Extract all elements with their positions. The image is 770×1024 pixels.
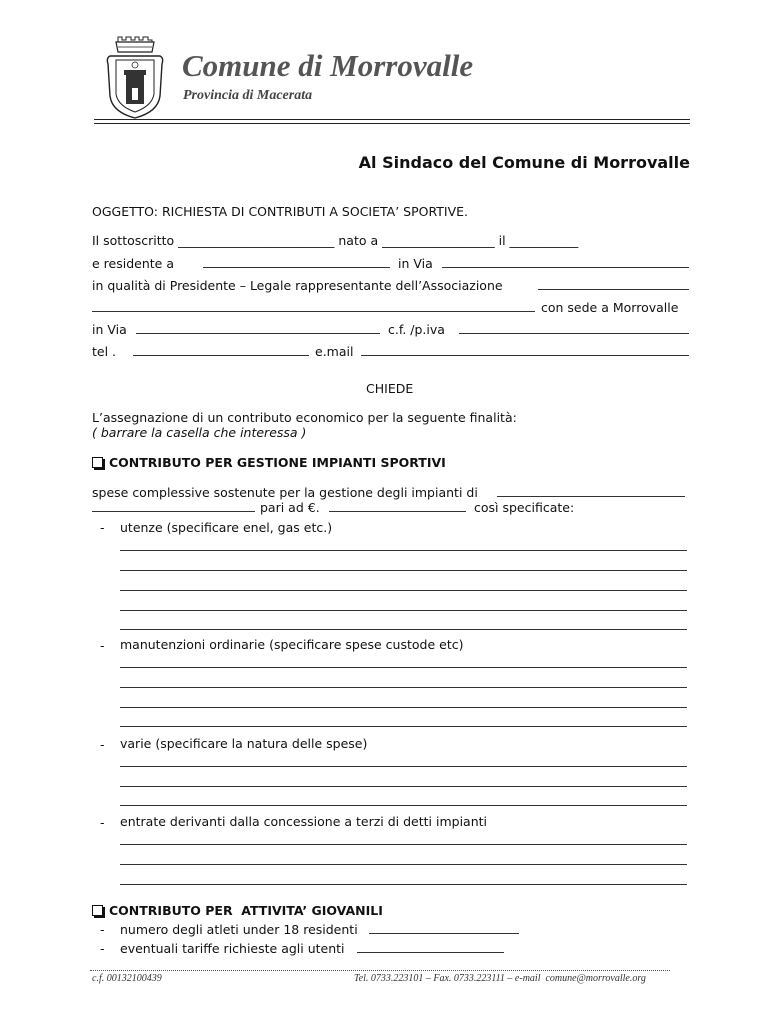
section1-option[interactable] bbox=[92, 455, 446, 470]
maintenance-field[interactable] bbox=[120, 667, 687, 668]
checkbox-icon[interactable] bbox=[92, 457, 103, 468]
expense-amount-label: pari ad €. bbox=[260, 500, 320, 515]
footer-tax-code: c.f. 00132100439 bbox=[92, 973, 162, 984]
header-divider-top bbox=[94, 119, 690, 120]
revenue-field[interactable] bbox=[120, 884, 687, 885]
revenue-field[interactable] bbox=[120, 864, 687, 865]
footer-divider bbox=[90, 970, 670, 971]
misc-item: varie (specificare la natura delle spese) bbox=[120, 736, 368, 751]
form-label-seat: con sede a Morrovalle bbox=[541, 300, 679, 315]
facility-name-field[interactable] bbox=[497, 496, 685, 497]
request-heading: CHIEDE bbox=[366, 381, 414, 396]
subject-line: OGGETTO: RICHIESTA DI CONTRIBUTI A SOCIETA’ SPORTIVE. bbox=[92, 204, 469, 219]
province-subtitle: Provincia di Macerata bbox=[183, 88, 313, 103]
form-line-name-birth: Il sottoscritto _________________________ nato a __________________ il ___________ bbox=[92, 233, 579, 248]
municipal-coat-of-arms bbox=[104, 36, 166, 120]
misc-field[interactable] bbox=[120, 786, 687, 787]
association-name-field-2[interactable] bbox=[92, 311, 535, 312]
utilities-field[interactable] bbox=[120, 610, 687, 611]
bullet-dash: - bbox=[100, 737, 105, 752]
form-line-role: in qualità di Presidente – Legale rappresentante dell’Associazione bbox=[92, 278, 503, 293]
utilities-item: utenze (specificare enel, gas etc.) bbox=[120, 520, 333, 535]
email-field[interactable] bbox=[361, 355, 689, 356]
checkbox-icon[interactable] bbox=[92, 905, 103, 916]
bullet-dash: - bbox=[100, 815, 105, 830]
bullet-dash: - bbox=[100, 941, 105, 956]
utilities-field[interactable] bbox=[120, 570, 687, 571]
assignment-instruction: ( barrare la casella che interessa ) bbox=[92, 425, 307, 440]
section1-title: CONTRIBUTO PER GESTIONE IMPIANTI SPORTIVI bbox=[109, 455, 446, 470]
utilities-field[interactable] bbox=[120, 629, 687, 630]
form-label-phone: tel . bbox=[92, 344, 117, 359]
expense-amount-field[interactable] bbox=[329, 511, 466, 512]
form-label-email: e.mail bbox=[315, 344, 354, 359]
facility-name-field-2[interactable] bbox=[92, 511, 255, 512]
residence-city-field[interactable] bbox=[203, 267, 390, 268]
utilities-field[interactable] bbox=[120, 590, 687, 591]
expense-specified-label: così specificate: bbox=[474, 500, 575, 515]
utilities-field[interactable] bbox=[120, 550, 687, 551]
footer-contacts: Tel. 0733.223101 – Fax. 0733.223111 – e-mail comune@morrovalle.org bbox=[354, 973, 646, 984]
fees-item: eventuali tariffe richieste agli utenti bbox=[120, 941, 345, 956]
tax-code-field[interactable] bbox=[459, 333, 689, 334]
bullet-dash: - bbox=[100, 922, 105, 937]
recipient-heading: Al Sindaco del Comune di Morrovalle bbox=[358, 153, 690, 172]
maintenance-field[interactable] bbox=[120, 707, 687, 708]
form-label-via: in Via bbox=[398, 256, 433, 271]
bullet-dash: - bbox=[100, 520, 105, 535]
athletes-count-field[interactable] bbox=[369, 933, 519, 934]
maintenance-field[interactable] bbox=[120, 726, 687, 727]
association-name-field[interactable] bbox=[538, 289, 689, 290]
misc-field[interactable] bbox=[120, 805, 687, 806]
section2-title: CONTRIBUTO PER ATTIVITA’ GIOVANILI bbox=[109, 903, 383, 918]
bullet-dash: - bbox=[100, 638, 105, 653]
header-divider-bottom bbox=[94, 123, 690, 124]
expense-line: spese complessive sostenute per la gestione degli impianti di bbox=[92, 485, 478, 500]
section2-option[interactable] bbox=[92, 903, 383, 918]
maintenance-field[interactable] bbox=[120, 687, 687, 688]
phone-field[interactable] bbox=[133, 355, 309, 356]
revenue-item: entrate derivanti dalla concessione a terzi di detti impianti bbox=[120, 814, 487, 829]
form-label-via-2: in Via bbox=[92, 322, 127, 337]
fees-field[interactable] bbox=[357, 952, 504, 953]
assignment-text: L’assegnazione di un contributo economico per la seguente finalità: bbox=[92, 410, 517, 425]
residence-street-field[interactable] bbox=[442, 267, 689, 268]
association-street-field[interactable] bbox=[136, 333, 380, 334]
athletes-item: numero degli atleti under 18 residenti bbox=[120, 922, 358, 937]
municipality-title: Comune di Morrovalle bbox=[182, 48, 474, 83]
form-label-residence: e residente a bbox=[92, 256, 174, 271]
revenue-field[interactable] bbox=[120, 844, 687, 845]
misc-field[interactable] bbox=[120, 766, 687, 767]
maintenance-item: manutenzioni ordinarie (specificare spese custode etc) bbox=[120, 637, 464, 652]
form-label-tax-code: c.f. /p.iva bbox=[388, 322, 445, 337]
